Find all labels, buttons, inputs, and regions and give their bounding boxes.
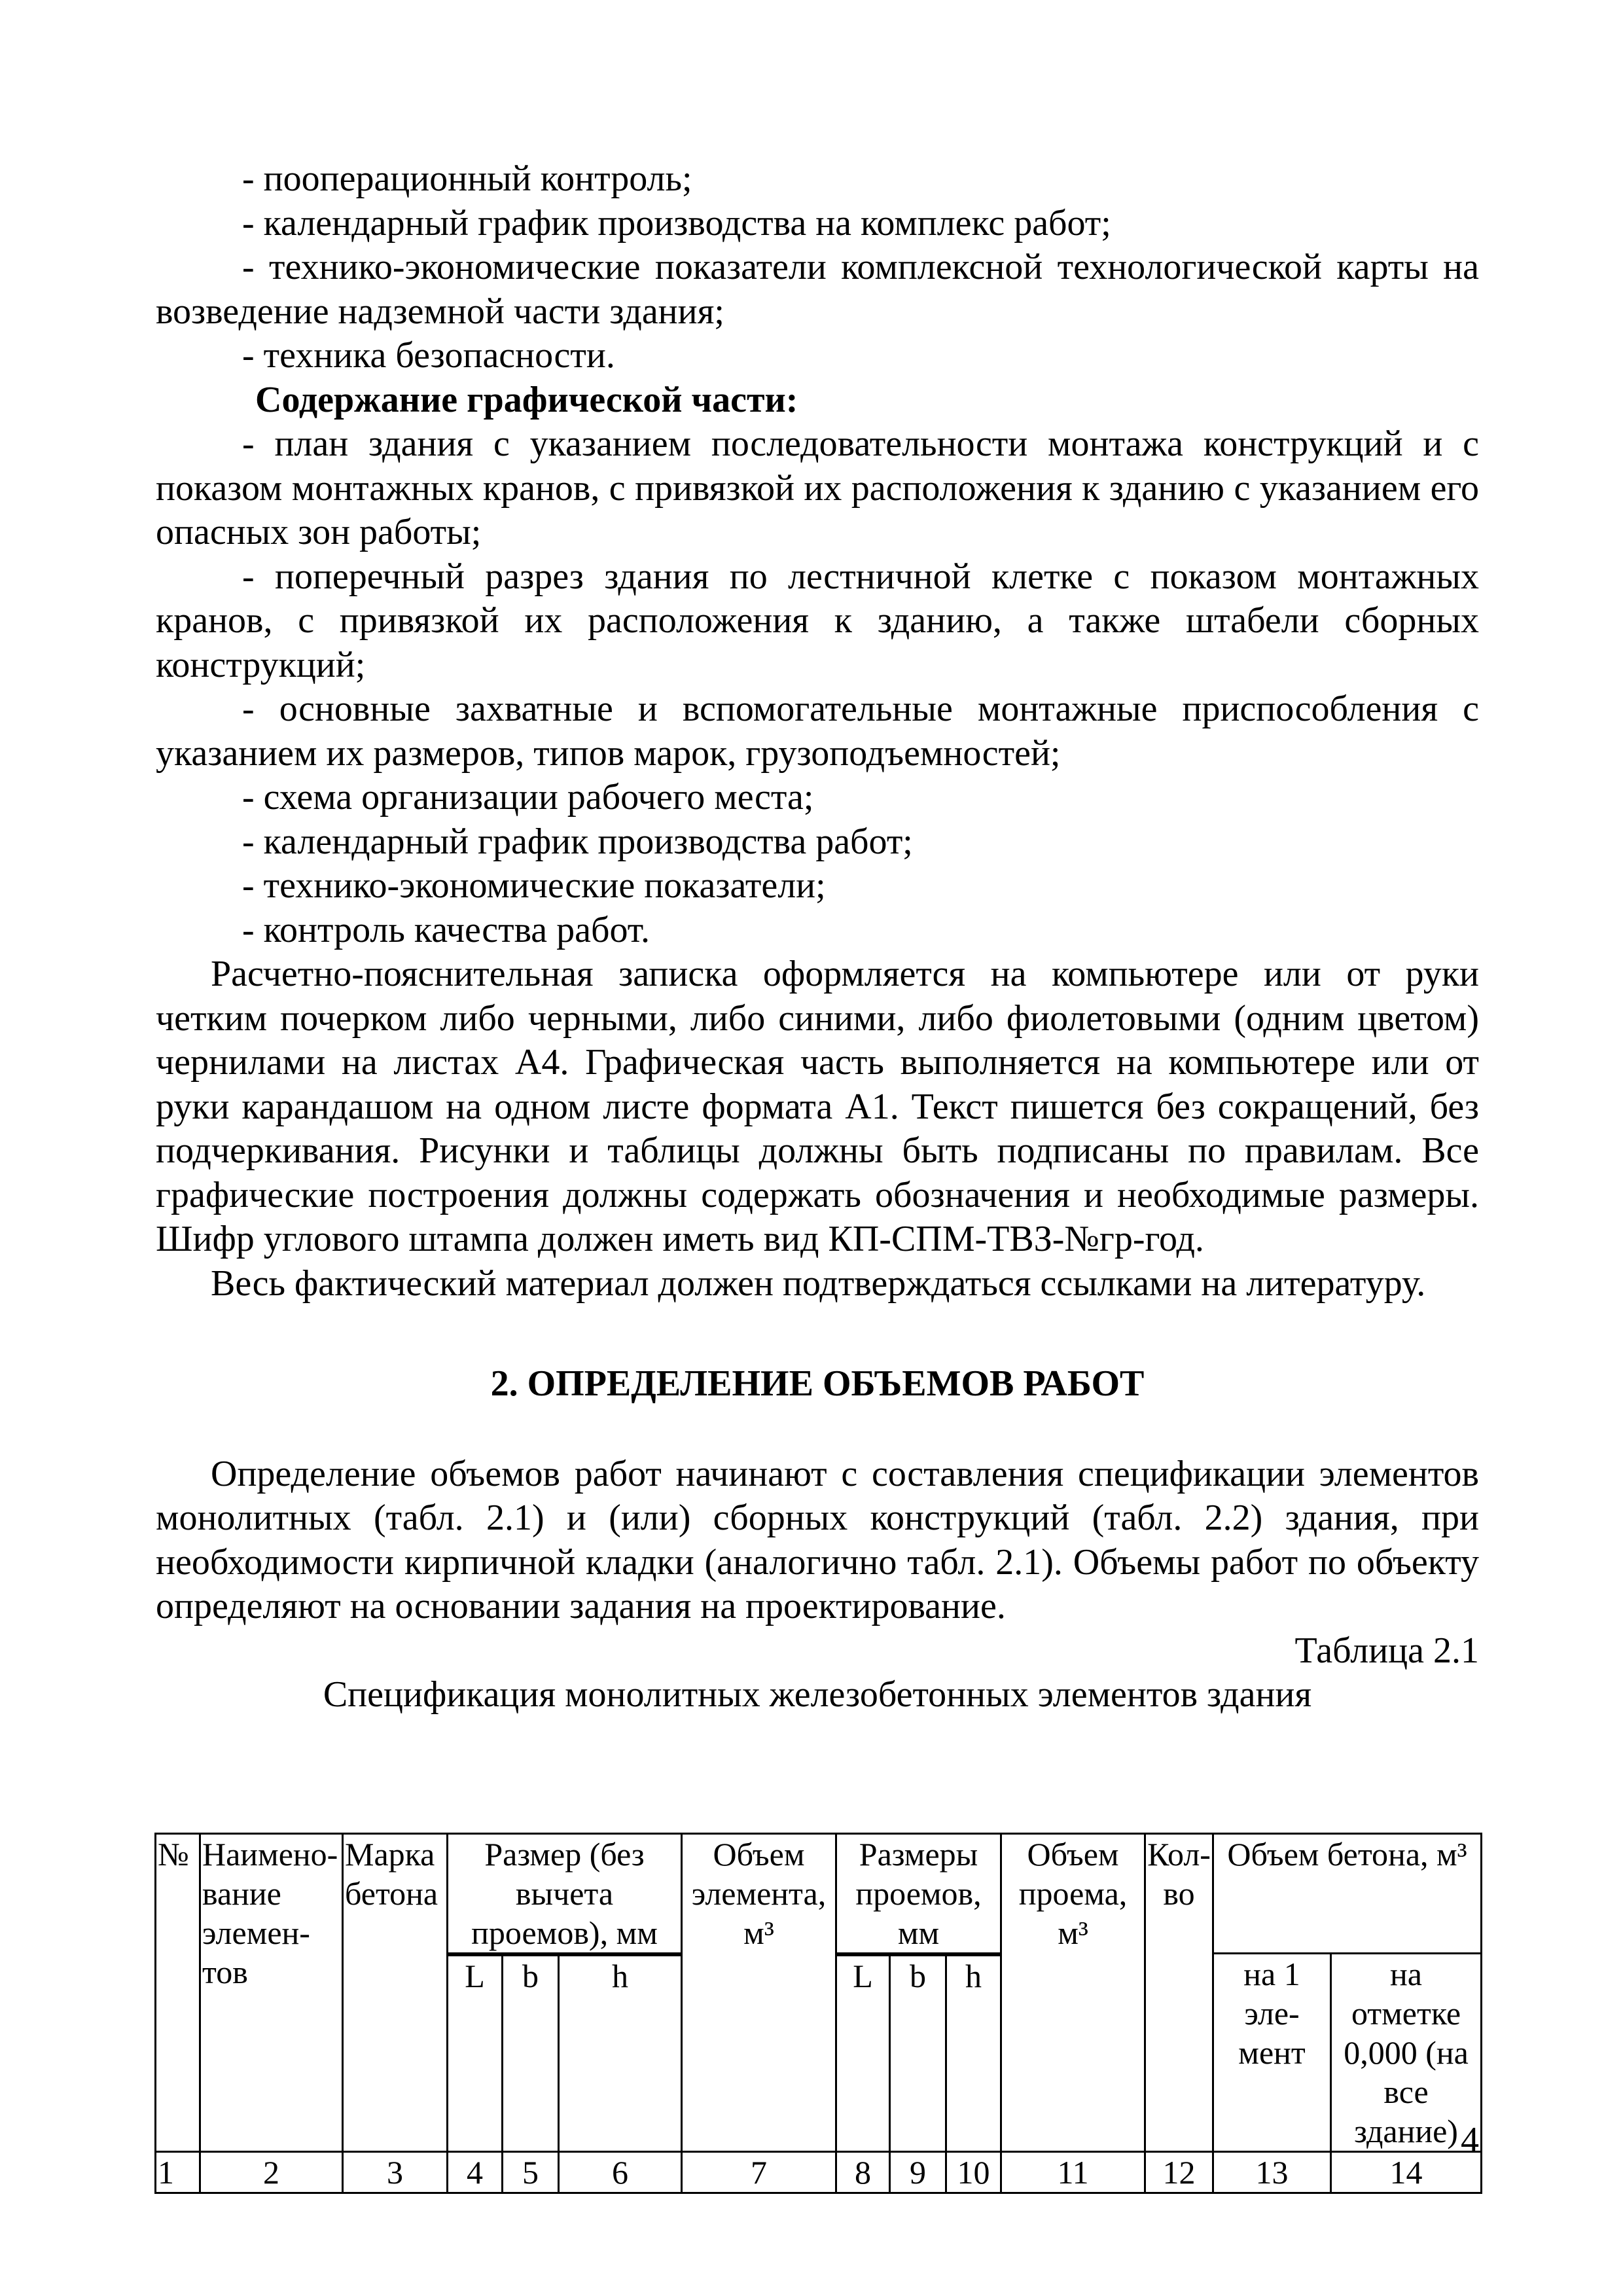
body-text: [156, 157, 1479, 1717]
table-caption: Спецификация монолитных железобетонных элементов здания: [323, 1674, 1312, 1715]
col-header-b: b: [503, 1956, 559, 2152]
col-header-mark: Марка бетона: [343, 1834, 448, 2152]
col-header-h: h: [559, 1956, 682, 2152]
section-title: 2. ОПРЕДЕЛЕНИЕ ОБЪЕМОВ РАБОТ: [490, 1363, 1145, 1404]
column-number: 9: [890, 2152, 946, 2193]
graphic-part-heading: Содержание графической части:: [255, 379, 798, 420]
list-item: - календарный график производства на комплекс работ;: [242, 202, 1111, 243]
col-header-qty: Кол-во: [1145, 1834, 1213, 2152]
list-item: - пооперационный контроль;: [242, 158, 692, 199]
specification-table: [154, 1833, 1482, 2194]
paragraph: Определение объемов работ начинают с составления спецификации элементов монолитных (табл. 2.1) и (или) сборных конструкций (табл. 2.2) здания, при необходимости кирпичной кладки (аналогично табл. 2.1). Объемы работ по объекту определяют на основании задания на проектирование.: [156, 1453, 1479, 1626]
column-number: 6: [559, 2152, 682, 2193]
list-item: - поперечный разрез здания по лестничной клетке с показом монтажных кранов, с привязкой их расположения к зданию, а также штабели сборных конструкций;: [156, 556, 1479, 685]
column-number: 2: [200, 2152, 343, 2193]
list-item: - технико-экономические показатели;: [242, 865, 826, 906]
col-header-opening-b: b: [890, 1956, 946, 2152]
column-number: 7: [682, 2152, 836, 2193]
column-number: 11: [1001, 2152, 1145, 2193]
page-number: 4: [1461, 2120, 1479, 2161]
column-number: 14: [1331, 2152, 1482, 2193]
col-header-opening-volume: Объем проема, м³: [1001, 1834, 1145, 2152]
col-header-opening-L: L: [836, 1956, 890, 2152]
col-header-openings: Размеры проемов, мм: [836, 1834, 1001, 1954]
list-item: - основные захватные и вспомогательные монтажные приспособления с указанием их размеров, типов марок, грузоподъемностей;: [156, 689, 1479, 774]
column-number: 13: [1213, 2152, 1331, 2193]
list-item: - схема организации рабочего места;: [242, 777, 814, 817]
col-header-opening-h: h: [946, 1956, 1001, 2152]
list-item: - технико-экономические показатели комплексной технологической карты на возведение надземной части здания;: [156, 247, 1479, 332]
paragraph: Расчетно-пояснительная записка оформляется на компьютере или от руки четким почерком либо черными, либо синими, либо фиолетовыми (одним цветом) чернилами на листах А4. Графическая часть выполняется на компьютере или от руки карандашом на одном листе формата А1. Текст пишется без сокращений, без подчеркивания. Рисунки и таблицы должны быть подписаны по правилам. Все графические построения должны содержать обозначения и необходимые размеры. Шифр углового штампа должен иметь вид КП-СПМ-ТВЗ-№гр-год.: [156, 954, 1479, 1259]
column-number: 1: [156, 2152, 200, 2193]
list-item: - техника безопасности.: [242, 335, 615, 376]
paragraph: Весь фактический материал должен подтверждаться ссылками на литературу.: [211, 1263, 1426, 1304]
column-number: 5: [503, 2152, 559, 2193]
list-item: - план здания с указанием последовательности монтажа конструкций и с показом монтажных кранов, с привязкой их расположения к зданию с указанием его опасных зон работы;: [156, 423, 1479, 552]
col-header-name: Наимено-вание элемен-тов: [200, 1834, 343, 2152]
col-header-no: №: [156, 1834, 200, 2152]
col-header-per-element: на 1 эле-мент: [1213, 1954, 1331, 2152]
column-number: 8: [836, 2152, 890, 2193]
table-row: [156, 2152, 1482, 2193]
table-label: Таблица 2.1: [1294, 1630, 1479, 1671]
column-number: 12: [1145, 2152, 1213, 2193]
list-item: - контроль качества работ.: [242, 909, 651, 950]
col-header-L: L: [448, 1956, 503, 2152]
col-header-at-level: на отметке 0,000 (на все здание): [1331, 1954, 1482, 2152]
column-number: 10: [946, 2152, 1001, 2193]
column-number: 4: [448, 2152, 503, 2193]
column-number: 3: [343, 2152, 448, 2193]
col-header-size: Размер (без вычета проемов), мм: [448, 1834, 682, 1954]
col-header-volume: Объем элемента, м³: [682, 1834, 836, 2152]
col-header-concrete: Объем бетона, м³: [1213, 1834, 1482, 1954]
list-item: - календарный график производства работ;: [242, 821, 913, 862]
